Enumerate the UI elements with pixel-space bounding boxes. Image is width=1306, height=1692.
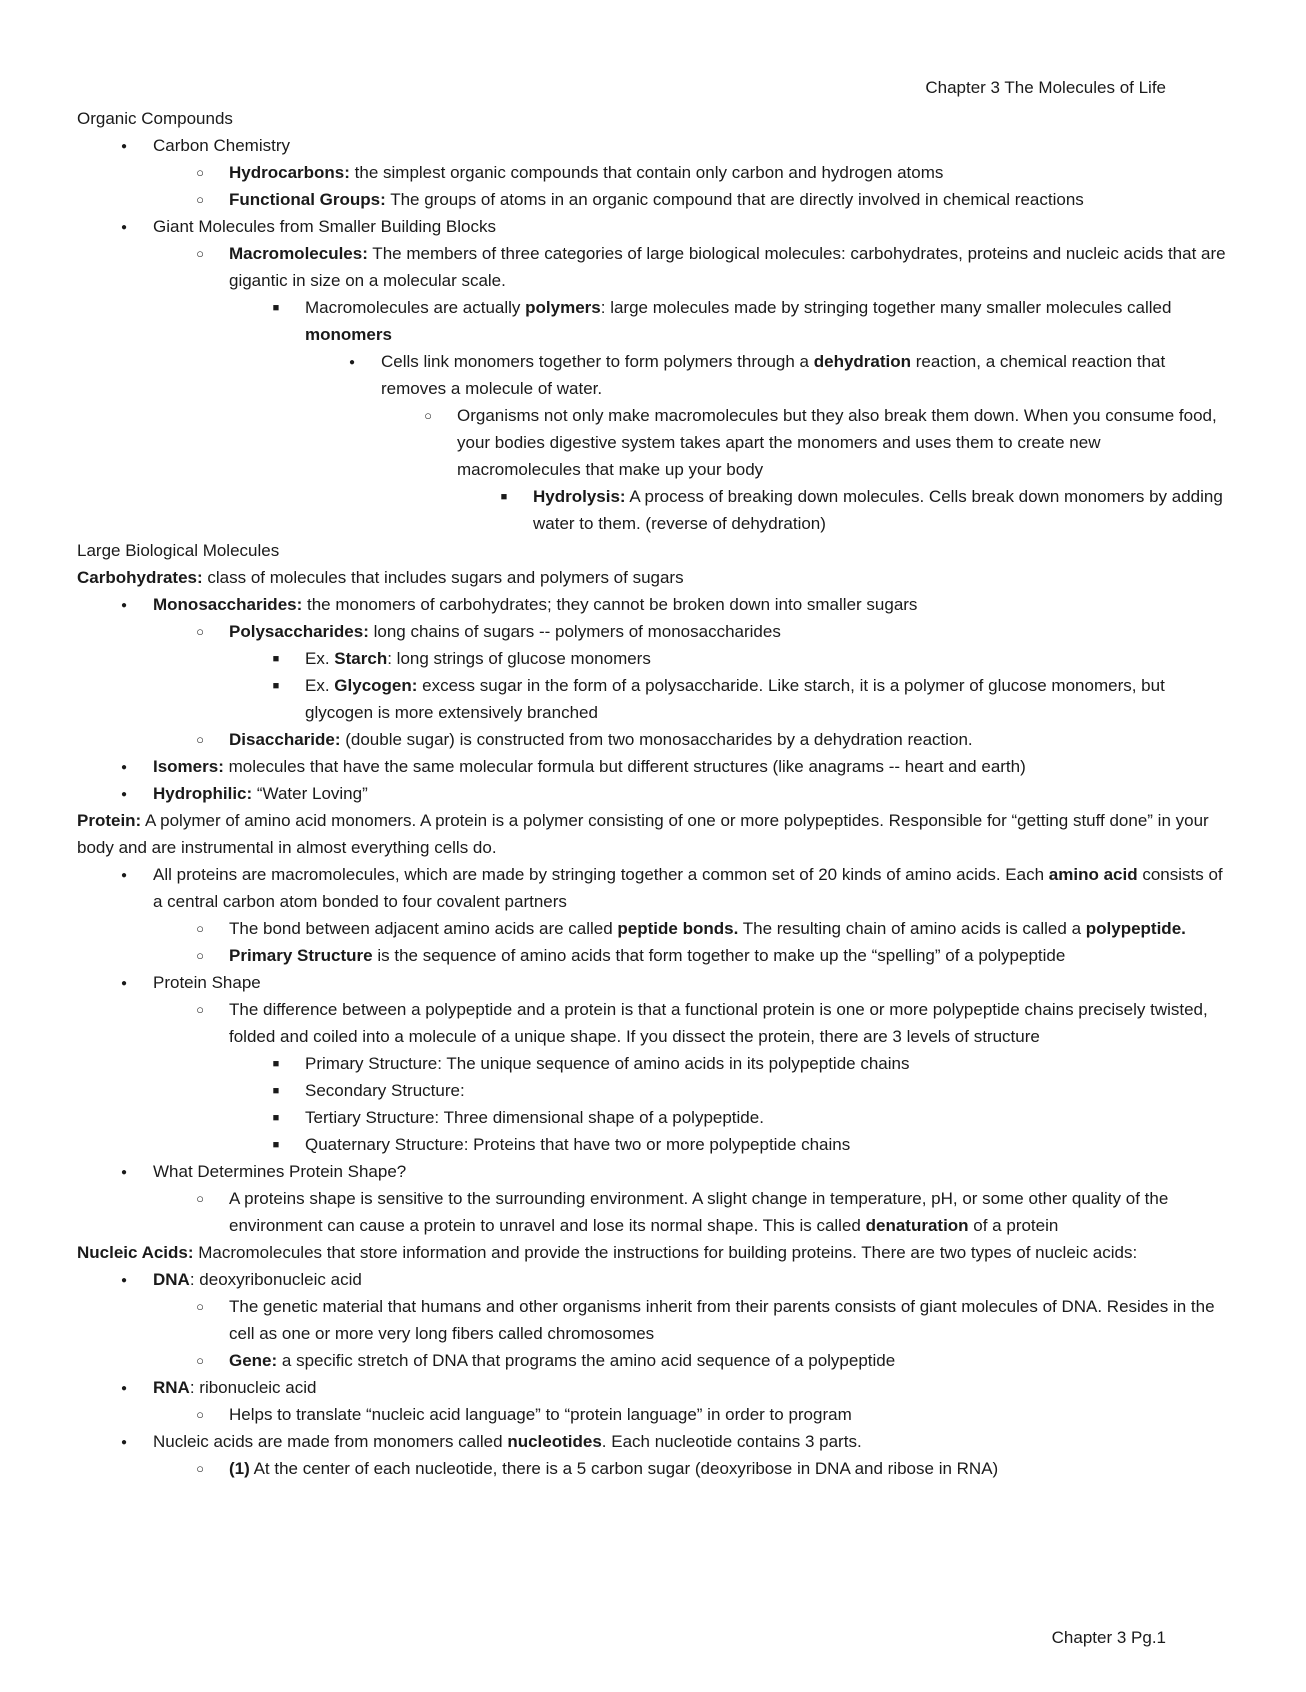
disc-bullet-icon bbox=[114, 861, 134, 889]
bullet-item bbox=[77, 942, 1227, 969]
text-run: Giant Molecules from Smaller Building Blocks bbox=[153, 217, 496, 236]
circle-bullet-icon bbox=[190, 159, 210, 187]
text-run: long chains of sugars -- polymers of monosaccharides bbox=[368, 622, 781, 641]
bold-term: RNA bbox=[153, 1378, 190, 1397]
section-line bbox=[77, 105, 1227, 132]
square-bullet-icon bbox=[266, 294, 286, 322]
bullet-item bbox=[77, 1104, 1227, 1131]
disc-bullet-icon bbox=[114, 1158, 134, 1186]
circle-bullet-icon bbox=[190, 186, 210, 214]
section-line bbox=[77, 807, 1227, 861]
bullet-item bbox=[77, 1401, 1227, 1428]
bold-term: Glycogen: bbox=[334, 676, 418, 695]
text-run: What Determines Protein Shape? bbox=[153, 1162, 407, 1181]
bullet-item bbox=[77, 159, 1227, 186]
bold-term: nucleotides bbox=[507, 1432, 602, 1451]
bold-term: amino acid bbox=[1048, 865, 1138, 884]
bullet-item bbox=[77, 1131, 1227, 1158]
text-run: : deoxyribonucleic acid bbox=[189, 1270, 362, 1289]
text-run: : ribonucleic acid bbox=[189, 1378, 317, 1397]
bold-term: Disaccharide: bbox=[229, 730, 341, 749]
disc-bullet-icon bbox=[114, 1266, 134, 1294]
circle-bullet-icon bbox=[190, 726, 210, 754]
bold-term: Carbohydrates: bbox=[77, 568, 203, 587]
bold-term: Hydrophilic: bbox=[153, 784, 253, 803]
text-run: Macromolecules that store information and provide the instructions for building proteins. There are two types of nucleic acids: bbox=[193, 1243, 1138, 1262]
bold-term: Polysaccharides: bbox=[229, 622, 369, 641]
square-bullet-icon bbox=[266, 1050, 286, 1078]
square-bullet-icon bbox=[266, 1104, 286, 1132]
text-run: Large Biological Molecules bbox=[77, 541, 280, 560]
square-bullet-icon bbox=[266, 672, 286, 700]
square-bullet-icon bbox=[266, 645, 286, 673]
text-run: Protein Shape bbox=[153, 973, 261, 992]
section-line bbox=[77, 564, 1227, 591]
bold-term: Hydrocarbons: bbox=[229, 163, 350, 182]
bullet-item bbox=[77, 213, 1227, 240]
bold-term: peptide bonds. bbox=[617, 919, 739, 938]
circle-bullet-icon bbox=[418, 402, 438, 430]
bold-term: polymers bbox=[525, 298, 601, 317]
text-run: Organic Compounds bbox=[77, 109, 233, 128]
bold-term: polypeptide. bbox=[1085, 919, 1186, 938]
text-run: consists of a central carbon atom bonded to four covalent partners bbox=[153, 865, 1223, 911]
circle-bullet-icon bbox=[190, 1455, 210, 1483]
text-run: . Each nucleotide contains 3 parts. bbox=[601, 1432, 862, 1451]
bullet-item bbox=[77, 1428, 1227, 1455]
bold-term: DNA bbox=[153, 1270, 190, 1289]
text-run: All proteins are macromolecules, which are made by stringing together a common set of 20 kinds of amino acids. Each bbox=[153, 865, 1049, 884]
text-run: : large molecules made by stringing together many smaller molecules called bbox=[600, 298, 1172, 317]
bullet-item bbox=[77, 1266, 1227, 1293]
bullet-item bbox=[77, 672, 1227, 726]
text-run: excess sugar in the form of a polysaccharide. Like starch, it is a polymer of glucose monomers, but glycogen is more extensively branched bbox=[305, 676, 1165, 722]
bullet-item bbox=[77, 294, 1227, 348]
square-bullet-icon bbox=[266, 1077, 286, 1105]
text-run: Ex. bbox=[305, 676, 335, 695]
disc-bullet-icon bbox=[114, 213, 134, 241]
bullet-item bbox=[77, 483, 1227, 537]
bold-term: Gene: bbox=[229, 1351, 278, 1370]
bullet-item bbox=[77, 969, 1227, 996]
text-run: The resulting chain of amino acids is called a bbox=[738, 919, 1086, 938]
bullet-item bbox=[77, 1293, 1227, 1347]
circle-bullet-icon bbox=[190, 1347, 210, 1375]
page-header-title: Chapter 3 The Molecules of Life bbox=[925, 78, 1166, 97]
text-run: The difference between a polypeptide and a protein is that a functional protein is one or more polypeptide chains precisely twisted, folded and coiled into a molecule of a unique shape. If you dissect the protein, there are 3 levels of structure bbox=[229, 1000, 1208, 1046]
circle-bullet-icon bbox=[190, 240, 210, 268]
text-run: Quaternary Structure: Proteins that have two or more polypeptide chains bbox=[305, 1135, 851, 1154]
text-run: Cells link monomers together to form polymers through a bbox=[381, 352, 814, 371]
bullet-item bbox=[77, 132, 1227, 159]
bullet-item bbox=[77, 1455, 1227, 1482]
disc-bullet-icon bbox=[114, 132, 134, 160]
bold-term: Nucleic Acids: bbox=[77, 1243, 194, 1262]
circle-bullet-icon bbox=[190, 1401, 210, 1429]
text-run: Macromolecules are actually bbox=[305, 298, 526, 317]
bold-term: Isomers: bbox=[153, 757, 224, 776]
text-run: The groups of atoms in an organic compound that are directly involved in chemical reactions bbox=[385, 190, 1084, 209]
bullet-item bbox=[77, 1347, 1227, 1374]
bullet-item bbox=[77, 861, 1227, 915]
bold-term: dehydration bbox=[813, 352, 912, 371]
bullet-item bbox=[77, 726, 1227, 753]
disc-bullet-icon bbox=[114, 1428, 134, 1456]
bold-term: Macromolecules: bbox=[229, 244, 368, 263]
notes-body bbox=[77, 105, 1227, 1482]
disc-bullet-icon bbox=[114, 969, 134, 997]
bullet-item bbox=[77, 1185, 1227, 1239]
text-run: class of molecules that includes sugars and polymers of sugars bbox=[202, 568, 684, 587]
section-line bbox=[77, 537, 1227, 564]
bullet-item bbox=[77, 1158, 1227, 1185]
text-run: of a protein bbox=[968, 1216, 1059, 1235]
text-run: is the sequence of amino acids that form together to make up the “spelling” of a polypeptide bbox=[372, 946, 1066, 965]
square-bullet-icon bbox=[266, 1131, 286, 1159]
section-line bbox=[77, 1239, 1227, 1266]
text-run: The members of three categories of large biological molecules: carbohydrates, proteins and nucleic acids that are gigantic in size on a molecular scale. bbox=[229, 244, 1226, 290]
bold-term: Starch bbox=[334, 649, 388, 668]
text-run: the monomers of carbohydrates; they cannot be broken down into smaller sugars bbox=[302, 595, 918, 614]
bullet-item bbox=[77, 753, 1227, 780]
text-run: A process of breaking down molecules. Cells break down monomers by adding water to them. (reverse of dehydration) bbox=[533, 487, 1223, 533]
text-run: a specific stretch of DNA that programs the amino acid sequence of a polypeptide bbox=[277, 1351, 896, 1370]
bold-term: (1) bbox=[229, 1459, 250, 1478]
bullet-item bbox=[77, 186, 1227, 213]
bold-term: denaturation bbox=[865, 1216, 969, 1235]
text-run: Primary Structure: The unique sequence of amino acids in its polypeptide chains bbox=[305, 1054, 910, 1073]
bullet-item bbox=[77, 1077, 1227, 1104]
circle-bullet-icon bbox=[190, 915, 210, 943]
disc-bullet-icon bbox=[114, 780, 134, 808]
circle-bullet-icon bbox=[190, 942, 210, 970]
square-bullet-icon bbox=[494, 483, 514, 511]
bold-term: Functional Groups: bbox=[229, 190, 386, 209]
circle-bullet-icon bbox=[190, 1293, 210, 1321]
bullet-item bbox=[77, 240, 1227, 294]
text-run: reaction, a chemical reaction that removes a molecule of water. bbox=[381, 352, 1166, 398]
text-run: (double sugar) is constructed from two monosaccharides by a dehydration reaction. bbox=[340, 730, 973, 749]
bullet-item bbox=[77, 348, 1227, 402]
text-run: Tertiary Structure: Three dimensional shape of a polypeptide. bbox=[305, 1108, 764, 1127]
bullet-item bbox=[77, 1050, 1227, 1077]
bullet-item bbox=[77, 780, 1227, 807]
bold-term: Monosaccharides: bbox=[153, 595, 303, 614]
circle-bullet-icon bbox=[190, 996, 210, 1024]
bullet-item bbox=[77, 915, 1227, 942]
text-run: At the center of each nucleotide, there is a 5 carbon sugar (deoxyribose in DNA and ribose in RNA) bbox=[249, 1459, 999, 1478]
disc-bullet-icon bbox=[114, 591, 134, 619]
text-run: “Water Loving” bbox=[252, 784, 368, 803]
text-run: Helps to translate “nucleic acid language” to “protein language” in order to program bbox=[229, 1405, 852, 1424]
bold-term: Protein: bbox=[77, 811, 142, 830]
text-run: A polymer of amino acid monomers. A protein is a polymer consisting of one or more polypeptides. Responsible for “getting stuff done” in your body and are instrumental in almost everything cells do. bbox=[77, 811, 1209, 857]
bullet-item bbox=[77, 645, 1227, 672]
text-run: the simplest organic compounds that contain only carbon and hydrogen atoms bbox=[349, 163, 944, 182]
bullet-item bbox=[77, 996, 1227, 1050]
bold-term: Primary Structure bbox=[229, 946, 373, 965]
bullet-item bbox=[77, 402, 1227, 483]
disc-bullet-icon bbox=[114, 753, 134, 781]
circle-bullet-icon bbox=[190, 1185, 210, 1213]
text-run: Secondary Structure: bbox=[305, 1081, 465, 1100]
disc-bullet-icon bbox=[342, 348, 362, 376]
bullet-item bbox=[77, 1374, 1227, 1401]
bullet-item bbox=[77, 618, 1227, 645]
text-run: Carbon Chemistry bbox=[153, 136, 290, 155]
circle-bullet-icon bbox=[190, 618, 210, 646]
disc-bullet-icon bbox=[114, 1374, 134, 1402]
text-run: : long strings of glucose monomers bbox=[387, 649, 651, 668]
text-run: The genetic material that humans and other organisms inherit from their parents consists of giant molecules of DNA. Resides in the cell as one or more very long fibers called chromosomes bbox=[229, 1297, 1215, 1343]
bullet-item bbox=[77, 591, 1227, 618]
text-run: Organisms not only make macromolecules but they also break them down. When you consume food, your bodies digestive system takes apart the monomers and uses them to create new macromolecules that make up your body bbox=[457, 406, 1217, 479]
text-run: A proteins shape is sensitive to the surrounding environment. A slight change in temperature, pH, or some other quality of the environment can cause a protein to unravel and lose its normal shape. This is called bbox=[229, 1189, 1169, 1235]
text-run: The bond between adjacent amino acids are called bbox=[229, 919, 618, 938]
bold-term: Hydrolysis: bbox=[533, 487, 626, 506]
text-run: molecules that have the same molecular formula but different structures (like anagrams -- heart and earth) bbox=[223, 757, 1026, 776]
bold-term: monomers bbox=[305, 325, 392, 344]
text-run: Nucleic acids are made from monomers called bbox=[153, 1432, 508, 1451]
page-footer-label: Chapter 3 Pg.1 bbox=[1051, 1628, 1166, 1647]
text-run: Ex. bbox=[305, 649, 335, 668]
